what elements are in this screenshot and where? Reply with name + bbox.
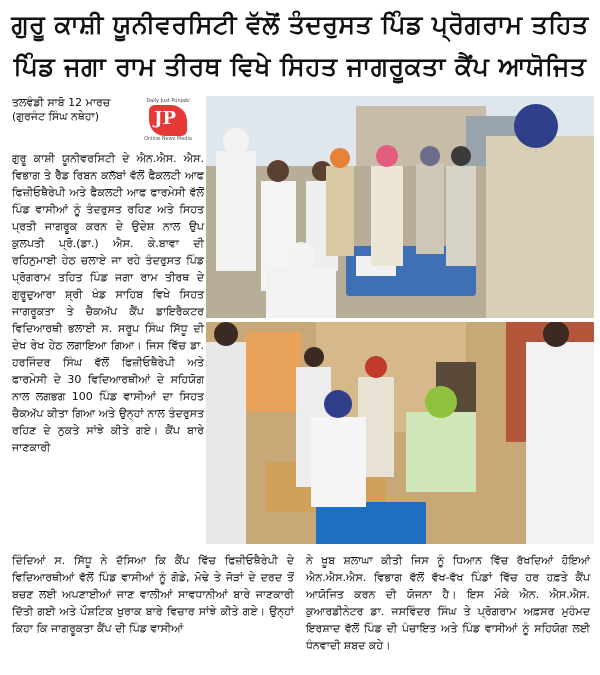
logo-caption: Daily Just Punjabi [146,98,190,104]
logo-letters: JP [154,108,177,129]
headline-line-2: ਪਿੰਡ ਜਗਾ ਰਾਮ ਤੀਰਥ ਵਿਖੇ ਸਿਹਤ ਜਾਗਰੂਕਤਾ ਕੈਂਪ ਆਯੋਜਿਤ [13,52,587,81]
photo-health-checkup [206,322,594,544]
photo-1-illustration [206,96,594,318]
article-column-left: ਗੁਰੂ ਕਾਸ਼ੀ ਯੂਨੀਵਰਸਿਟੀ ਦੇ ਐਨ.ਐਸ. ਐਸ. ਵਿਭਾਗ ਤੇ ਰੈੱਡ ਰਿਬਨ ਕਲੱਬਾਂ ਵੱਲੋਂ ਫੈਕਲਟੀ ਆਫ ਫਿਜ਼ੀਓਥੈਰੇਪੀ ਅਤੇ ਫੈਕਲਟੀ ਆਫ ਫਾਰਮੇਸੀ ਵੱਲੋਂ ਪਿੰਡ ਵਾਸੀਆਂ ਨੂੰ ਤੰਦਰੁਸਤ ਰਹਿਣ ਅਤੇ ਸਿਹਤ ਪ੍ਰਤੀ ਜਾਗਰੂਕ ਕਰਨ ਦੇ ਉਦੇਸ਼ ਨਾਲ ਉਪ ਕੁਲਪਤੀ ਪ੍ਰੋ.(ਡਾ.) ਐਸ. ਕੇ.ਬਾਵਾ ਦੀ ਰਹਿਨੁਮਾਈ ਹੇਠ ਚਲਾਏ ਜਾ ਰਹੇ ਤੰਦਰੁਸਤ ਪਿੰਡ ਪ੍ਰੋਗਰਾਮ ਤਹਿਤ ਪਿੰਡ ਜਗਾ ਰਾਮ ਤੀਰਥ ਦੇ ਗੁਰੂਦੁਆਰਾ ਸ਼੍ਰੀ ਖੰਡ ਸਾਹਿਬ ਵਿਖੇ ਸਿਹਤ ਜਾਗਰੂਕਤਾ ਤੇ ਚੈਕਅੱਪ ਕੈਂਪ ਡਾਇਰੈਕਟਰ ਵਿਦਿਆਰਥੀ ਭਲਾਈ ਸ. ਸਰੂਪ ਸਿੰਘ ਸਿੱਧੂ ਦੀ ਦੇਖ ਰੇਖ ਹੇਠ ਲਗਾਇਆ ਗਿਆ। ਜਿਸ ਵਿੱਚ ਡਾ. ਹਰਜਿੰਦਰ ਸਿੰਘ ਵੱਲੋਂ ਫਿਜ਼ੀਓਥੈਰੇਪੀ ਅਤੇ ਫਾਰਮੇਸੀ ਦੇ 30 ਵਿਦਿਆਰਥੀਆਂ ਦੇ ਸਹਿਯੋਗ ਨਾਲ ਲਗਭਗ 100 ਪਿੰਡ ਵਾਸੀਆਂ ਦਾ ਸਿਹਤ ਚੈਕਅੱਪ ਕੀਤਾ ਗਿਆ ਅਤੇ ਉਨ੍ਹਾਂ ਨਾਲ ਤੰਦਰੁਸਤ ਰਹਿਣ ਦੇ ਨੁਕਤੇ ਸਾਂਝੇ ਕੀਤੇ ਗਏ। ਕੈਂਪ ਬਾਰੇ ਜਾਣਕਾਰੀ [12,152,204,454]
logo-subcaption: Online News Media [144,136,192,142]
place-date: ਤਲਵੰਡੀ ਸਾਬੋ 12 ਮਾਰਚ [12,96,111,109]
photo-2-illustration [206,322,594,544]
article-column-bottom-right: ਨੇ ਖੂਬ ਸ਼ਲਾਘਾ ਕੀਤੀ ਜਿਸ ਨੂੰ ਧਿਆਨ ਵਿੱਚ ਰੱਖਦਿਆਂ ਹੋਇਆਂ ਐਨ.ਐਸ.ਐਸ. ਵਿਭਾਗ ਵੱਲੋਂ ਵੱਖ-ਵੱਖ ਪਿੰਡਾਂ ਵਿੱਚ ਹਰ ਹਫ਼ਤੇ ਕੈਂਪ ਆਯੋਜਿਤ ਕਰਨ ਦੀ ਯੋਜਨਾ ਹੈ। ਇਸ ਮੌਕੇ ਐਨ. ਐਸ.ਐਸ. ਕੁਆਰਡੀਨੇਟਰ ਡਾ. ਜਸਵਿੰਦਰ ਸਿੰਘ ਤੇ ਪ੍ਰੋਗਰਾਮ ਅਫ਼ਸਰ ਮੁਹੰਮਦ ਇਰਸ਼ਾਦ ਵੱਲੋਂ ਪਿੰਡ ਦੀ ਪੰਚਾਇਤ ਅਤੇ ਪਿੰਡ ਵਾਸੀਆਂ ਨੂੰ ਸਹਿਯੋਗ ਲਈ ਧੰਨਵਾਦੀ ਸ਼ਬਦ ਕਹੇ। [306,554,590,652]
byline: (ਗੁਰਜੰਟ ਸਿੰਘ ਨਥੇਹਾ) [12,110,100,123]
logo-mark-icon [149,105,187,136]
headline-line-1: ਗੁਰੂ ਕਾਸ਼ੀ ਯੂਨੀਵਰਸਿਟੀ ਵੱਲੋਂ ਤੰਦਰੁਸਤ ਪਿੰਡ ਪ੍ਰੋਗਰਾਮ ਤਹਿਤ [11,10,589,39]
article-column-bottom-left: ਦਿੰਦਿਆਂ ਸ. ਸਿੱਧੂ ਨੇ ਦੱਸਿਆ ਕਿ ਕੈਂਪ ਵਿੱਚ ਫਿਜ਼ੀਓਥੈਰੇਪੀ ਦੇ ਵਿਦਿਆਰਥੀਆਂ ਵੱਲੋਂ ਪਿੰਡ ਵਾਸੀਆਂ ਨੂੰ ਗੋਡੇ, ਮੋਢੇ ਤੇ ਜੋੜਾਂ ਦੇ ਦਰਦ ਤੋਂ ਬਚਣ ਲਈ ਅਪਣਾਈਆਂ ਜਾਣ ਵਾਲੀਆਂ ਸਾਵਧਾਨੀਆਂ ਬਾਰੇ ਜਾਣਕਾਰੀ ਦਿੱਤੀ ਗਈ ਅਤੇ ਪੌਸ਼ਟਿਕ ਖੁਰਾਕ ਬਾਰੇ ਵਿਚਾਰ ਸਾਂਝੇ ਕੀਤੇ ਗਏ। ਉਨ੍ਹਾਂ ਕਿਹਾ ਕਿ ਜਾਗਰੂਕਤਾ ਕੈਂਪ ਦੀ ਪਿੰਡ ਵਾਸੀਆਂ [12,554,294,635]
photo-health-camp-outdoor [206,96,594,318]
headline [6,4,594,90]
dateline [12,96,132,124]
publication-logo [138,98,198,142]
